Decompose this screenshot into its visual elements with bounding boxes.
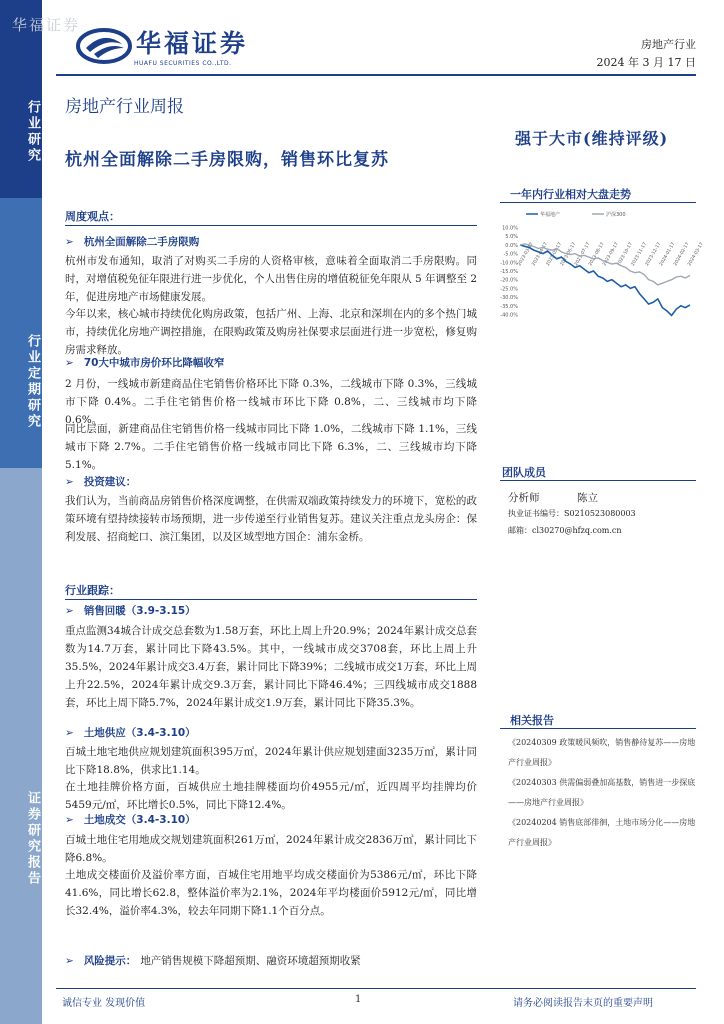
paragraph: 在土地挂牌价格方面，百城供应土地挂牌楼面均价4955元/㎡，近四周平均挂牌均价5459元/㎡，环比增长0.5%，同比下降12.4%。 xyxy=(65,781,477,811)
y-tick-label: -15.0% xyxy=(500,269,518,275)
bullet-land-supply: ➢ 土地供应（3.4-3.10） xyxy=(65,727,196,739)
x-tick-label: 2023-12-17 xyxy=(644,241,663,267)
analyst-email[interactable]: 邮箱：cl30270@hfzq.com.cn xyxy=(508,526,622,535)
analyst-label: 分析师 xyxy=(508,492,540,504)
bullet-investment-advice: ➢ 投资建议： xyxy=(65,476,137,488)
page-number: 1 xyxy=(355,994,362,1005)
watermark: 华福证券 xyxy=(12,16,81,34)
paragraph: 重点监测34城合计成交总套数为1.58万套，环比上周上升20.9%；2024年累计成交总套数为14.7万套，累计同比下降43.5%。其中，一线城市成交3708套，环比上周上升35.5%，2024年累计成交3.4万套，累计同比下降39%；二线城市成交1万套，环比上周上升22.5%，2024年累计成交9.3万套，累计同比下降46.4%；三四线城市成交1888套，环比上周下降5.7%，2024年累计成交1.9万套，累计同比下降35.3%。 xyxy=(65,625,477,709)
header-divider xyxy=(56,74,696,76)
y-tick-label: -10.0% xyxy=(500,260,518,267)
weekly-view-rule xyxy=(65,225,477,226)
sidebar-block-periodic-research: 行业定期研究 xyxy=(0,198,42,468)
y-tick-label: -35.0% xyxy=(500,303,518,310)
legend-label: 沪深300 xyxy=(606,212,626,218)
chart-rule xyxy=(500,202,696,203)
y-tick-label: -40.0% xyxy=(500,312,518,319)
y-tick-label: 10.0% xyxy=(502,225,518,232)
rating: 强于大市(维持评级) xyxy=(515,129,669,148)
footer-divider xyxy=(56,988,696,989)
x-tick-label: 2023-10-17 xyxy=(616,241,634,267)
x-tick-label: 2023-05-17 xyxy=(545,241,564,267)
paragraph: 今年以来，核心城市持续优化购房政策，包括广州、上海、北京和深圳在内的多个热门城市，持续优化房地产调控措施，在限购政策及购房社保要求层面进行进一步宽松，修复购房需求释放。 xyxy=(65,308,477,356)
paragraph: 2 月份，一线城市新建商品住宅销售价格环比下降 0.3%，二线城市下降 0.3%，三线城市下降 0.4%。二手住宅销售价格一线城市环比下降 0.8%，二、三线城市均下降 0.6%。 xyxy=(65,378,477,426)
x-tick-label: 2023-11-17 xyxy=(630,241,649,267)
y-tick-label: -20.0% xyxy=(500,277,518,284)
bullet-70-cities: ➢ 70大中城市房价环比降幅收窄 xyxy=(65,357,225,369)
team-rule xyxy=(500,480,696,481)
sidebar-block-securities-report: 证券研究报告 xyxy=(0,468,42,1024)
paragraph: 百城土地住宅用地成交规划建筑面积261万㎡，2024年累计成交2836万㎡，累计同比下降6.8%。 xyxy=(65,834,477,864)
risk-text: 地产销售规模下降超预期、融资环境超预期收紧 xyxy=(140,955,361,967)
team-heading: 团队成员 xyxy=(502,466,546,479)
x-tick-label: 2023-07-17 xyxy=(574,241,592,267)
logo-name: 华福证券 xyxy=(136,29,249,58)
paragraph: 同比层面，新建商品住宅销售价格一线城市同比下降 1.0%，二线城市下降 1.1%，三线城市下降 2.7%。二手住宅销售价格一线城市同比下降 6.3%，二、三线城市均下降 5.1%。 xyxy=(65,423,477,471)
footer-slogan: 诚信专业 发现价值 xyxy=(62,998,146,1009)
x-tick-label: 2023-03-17 xyxy=(517,241,535,267)
left-sidebar xyxy=(0,0,42,1024)
y-tick-label: -30.0% xyxy=(500,295,518,302)
related-report-item[interactable]: 《20240204 销售底部徘徊，土地市场分化——房地产行业周报》 xyxy=(508,818,696,847)
y-tick-label: 0.0% xyxy=(505,242,518,249)
tracking-heading: 行业跟踪： xyxy=(65,584,120,597)
x-tick-label: 2023-04-17 xyxy=(531,241,549,267)
x-tick-label: 2023-08-17 xyxy=(588,241,606,267)
footer-disclaimer: 请务必阅读报告末页的重要声明 xyxy=(513,998,653,1009)
paragraph: 我们认为，当前商品房销售价格深度调整，在供需双端政策持续发力的环境下，宽松的政策环境有望持续接转市场预期，进一步传递至行业销售复苏。建议关注重点龙头房企：保利发展、招商蛇口、滨江集团，以及区域型地方国企：浦东金桥。 xyxy=(65,495,477,543)
related-heading: 相关报告 xyxy=(510,714,554,727)
header-industry: 房地产行业 xyxy=(641,38,696,51)
legend-label: 华福地产 xyxy=(540,212,561,218)
sidebar-block-industry-research: 行业研究 xyxy=(0,0,42,198)
headline: 杭州全面解除二手房限购，销售环比复苏 xyxy=(65,150,389,170)
logo-english-name: HUAFU SECURITIES CO.,LTD. xyxy=(134,60,232,67)
related-report-item[interactable]: 《20240303 供需偏弱叠加高基数，销售进一步探底——房地产行业周报》 xyxy=(508,778,696,807)
tracking-rule xyxy=(65,599,477,600)
related-rule xyxy=(500,728,696,729)
analyst-name: 陈立 xyxy=(577,492,598,504)
paragraph: 杭州市发布通知，取消了对购买二手房的人资格审核，意味着全面取消二手房限购。同时，对增值税免征年限进行进一步优化，个人出售住房的增值税征免年限从 5 年调整至 2 年，促进房地产市场健康发展。 xyxy=(65,255,477,303)
bullet-land-transactions: ➢ 土地成交（3.4-3.10） xyxy=(65,814,196,826)
header-date: 2024 年 3 月 17 日 xyxy=(596,56,696,69)
chart-heading: 一年内行业相对大盘走势 xyxy=(510,188,631,201)
doc-title: 房地产行业周报 xyxy=(65,97,184,117)
y-tick-label: -25.0% xyxy=(500,286,518,293)
x-tick-label: 2023-06-17 xyxy=(559,241,578,267)
bullet-risk: ➢ 风险提示： 地产销售规模下降超预期、融资环境超预期收紧 xyxy=(65,955,361,967)
paragraph: 土地成交楼面价及溢价率方面，百城住宅用地平均成交楼面价为5386元/㎡，环比下降41.6%，同比增长62.8，整体溢价率为2.1%，2024年平均楼面价5912元/㎡，同比增长32.4%，溢价率4.3%，较去年同期下降1.1个百分点。 xyxy=(65,869,477,917)
x-tick-label: 2024-03-17 xyxy=(687,241,705,267)
weekly-view-heading: 周度观点： xyxy=(65,210,120,223)
x-tick-label: 2024-02-17 xyxy=(673,241,691,267)
y-tick-label: 5.0% xyxy=(505,234,518,241)
related-report-item[interactable]: 《20240309 政策暖风频吹，销售静待复苏——房地产行业周报》 xyxy=(508,738,696,767)
y-tick-label: -5.0% xyxy=(503,251,518,258)
x-tick-label: 2024-01-17 xyxy=(659,241,677,267)
paragraph: 百城土地宅地供应规划建筑面积395万㎡，2024年累计供应规划建面3235万㎡，累计同比下降18.8%，供求比1.14。 xyxy=(65,746,477,776)
huafu-logo-icon xyxy=(76,26,132,66)
license-number: 执业证书编号：S0210523080003 xyxy=(508,509,636,518)
relative-trend-chart xyxy=(496,206,705,334)
bullet-hangzhou: ➢ 杭州全面解除二手房限购 xyxy=(65,236,200,248)
x-tick-label: 2023-09-17 xyxy=(602,241,620,267)
bullet-sales: ➢ 销售回暖（3.9-3.15） xyxy=(65,605,196,617)
